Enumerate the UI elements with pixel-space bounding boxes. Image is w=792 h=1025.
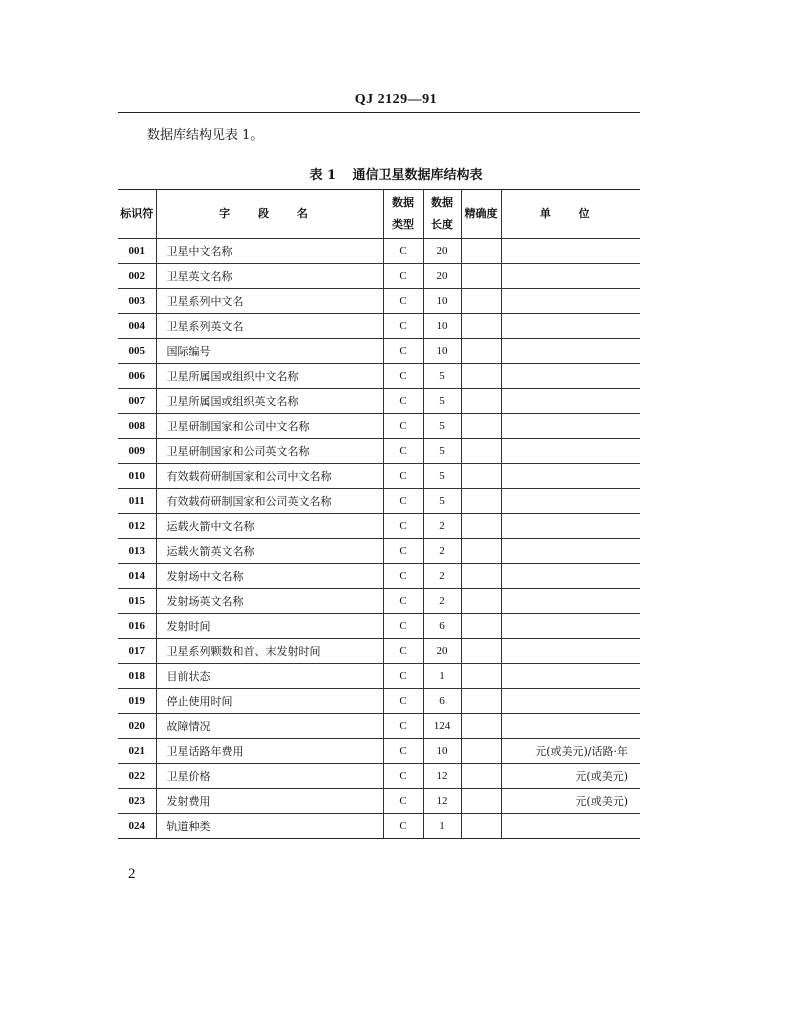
cell-data-type: C <box>383 764 423 789</box>
header-unit <box>501 190 640 239</box>
cell-unit <box>501 364 640 389</box>
cell-precision <box>461 689 501 714</box>
cell-data-type: C <box>383 439 423 464</box>
cell-data-type: C <box>383 364 423 389</box>
table-row <box>118 514 640 539</box>
table-title: 通信卫星数据库结构表 <box>352 168 483 183</box>
cell-id: 024 <box>118 814 156 839</box>
table-row <box>118 364 640 389</box>
cell-field-name: 运载火箭中文名称 <box>156 514 383 539</box>
cell-unit <box>501 264 640 289</box>
cell-data-length: 5 <box>423 414 461 439</box>
cell-field-name: 卫星系列中文名 <box>156 289 383 314</box>
cell-data-length: 6 <box>423 614 461 639</box>
cell-id: 017 <box>118 639 156 664</box>
cell-data-type: C <box>383 789 423 814</box>
table-row <box>118 689 640 714</box>
cell-precision <box>461 314 501 339</box>
cell-id: 011 <box>118 489 156 514</box>
cell-data-length: 5 <box>423 489 461 514</box>
table-body <box>118 239 640 839</box>
table-row <box>118 814 640 839</box>
cell-id: 007 <box>118 389 156 414</box>
cell-data-type: C <box>383 264 423 289</box>
cell-unit <box>501 564 640 589</box>
satellite-db-structure-table <box>118 189 640 839</box>
cell-unit <box>501 514 640 539</box>
cell-field-name: 发射场中文名称 <box>156 564 383 589</box>
cell-id: 002 <box>118 264 156 289</box>
header-data-length-line2: 长度 <box>431 218 453 231</box>
cell-precision <box>461 539 501 564</box>
cell-data-type: C <box>383 464 423 489</box>
cell-field-name: 有效载荷研制国家和公司英文名称 <box>156 489 383 514</box>
header-data-type <box>383 190 423 239</box>
cell-field-name: 有效载荷研制国家和公司中文名称 <box>156 464 383 489</box>
cell-field-name: 发射场英文名称 <box>156 589 383 614</box>
cell-unit <box>501 639 640 664</box>
cell-data-length: 20 <box>423 239 461 264</box>
cell-data-length: 12 <box>423 764 461 789</box>
intro-paragraph: 数据库结构见表 1。 <box>147 128 264 143</box>
cell-data-type: C <box>383 614 423 639</box>
header-field-name-text: 字 段 名 <box>219 207 320 220</box>
cell-id: 021 <box>118 739 156 764</box>
cell-field-name: 卫星所属国或组织中文名称 <box>156 364 383 389</box>
cell-unit <box>501 489 640 514</box>
cell-precision <box>461 364 501 389</box>
cell-precision <box>461 739 501 764</box>
cell-id: 012 <box>118 514 156 539</box>
cell-precision <box>461 389 501 414</box>
standard-code-header: QJ 2129—91 <box>354 92 438 107</box>
cell-field-name: 卫星所属国或组织英文名称 <box>156 389 383 414</box>
cell-data-length: 5 <box>423 364 461 389</box>
cell-unit <box>501 389 640 414</box>
table-row <box>118 539 640 564</box>
header-data-length-line1: 数据 <box>431 196 453 209</box>
header-id: 标识符 <box>118 190 156 239</box>
cell-field-name: 卫星系列颗数和首、末发射时间 <box>156 639 383 664</box>
cell-field-name: 卫星话路年费用 <box>156 739 383 764</box>
table-row <box>118 664 640 689</box>
table-row <box>118 439 640 464</box>
cell-data-type: C <box>383 414 423 439</box>
table-header-row <box>118 190 640 239</box>
cell-data-type: C <box>383 239 423 264</box>
cell-field-name: 卫星研制国家和公司英文名称 <box>156 439 383 464</box>
cell-unit <box>501 239 640 264</box>
cell-data-length: 2 <box>423 564 461 589</box>
table-row <box>118 464 640 489</box>
cell-precision <box>461 439 501 464</box>
cell-data-length: 20 <box>423 264 461 289</box>
cell-data-type: C <box>383 314 423 339</box>
cell-precision <box>461 339 501 364</box>
cell-field-name: 发射费用 <box>156 789 383 814</box>
cell-data-length: 10 <box>423 339 461 364</box>
cell-data-length: 6 <box>423 689 461 714</box>
cell-unit <box>501 314 640 339</box>
cell-id: 019 <box>118 689 156 714</box>
cell-unit <box>501 289 640 314</box>
cell-unit <box>501 439 640 464</box>
cell-precision <box>461 764 501 789</box>
cell-data-type: C <box>383 739 423 764</box>
cell-precision <box>461 664 501 689</box>
cell-precision <box>461 514 501 539</box>
cell-id: 009 <box>118 439 156 464</box>
cell-id: 016 <box>118 614 156 639</box>
cell-data-type: C <box>383 389 423 414</box>
cell-data-length: 2 <box>423 514 461 539</box>
cell-data-length: 12 <box>423 789 461 814</box>
cell-data-type: C <box>383 814 423 839</box>
cell-field-name: 轨道种类 <box>156 814 383 839</box>
cell-id: 022 <box>118 764 156 789</box>
cell-id: 015 <box>118 589 156 614</box>
cell-precision <box>461 414 501 439</box>
cell-unit: 元(或美元) <box>501 764 640 789</box>
cell-precision <box>461 489 501 514</box>
table-caption <box>0 164 792 183</box>
cell-unit <box>501 664 640 689</box>
cell-unit <box>501 714 640 739</box>
table-row <box>118 339 640 364</box>
cell-data-type: C <box>383 489 423 514</box>
cell-id: 008 <box>118 414 156 439</box>
table-row <box>118 714 640 739</box>
cell-data-type: C <box>383 539 423 564</box>
table-row <box>118 289 640 314</box>
cell-field-name: 卫星系列英文名 <box>156 314 383 339</box>
cell-data-type: C <box>383 714 423 739</box>
cell-data-type: C <box>383 289 423 314</box>
page-number: 2 <box>128 866 136 882</box>
table-row <box>118 264 640 289</box>
cell-field-name: 故障情况 <box>156 714 383 739</box>
cell-unit <box>501 339 640 364</box>
table-row <box>118 414 640 439</box>
cell-field-name: 卫星价格 <box>156 764 383 789</box>
cell-id: 023 <box>118 789 156 814</box>
header-data-type-line2: 类型 <box>392 218 414 231</box>
table-row <box>118 789 640 814</box>
cell-precision <box>461 589 501 614</box>
cell-id: 006 <box>118 364 156 389</box>
table-row <box>118 389 640 414</box>
table-row <box>118 639 640 664</box>
cell-id: 014 <box>118 564 156 589</box>
table-row <box>118 489 640 514</box>
cell-id: 003 <box>118 289 156 314</box>
cell-id: 018 <box>118 664 156 689</box>
header-data-type-line1: 数据 <box>392 196 414 209</box>
cell-unit: 元(或美元)/话路·年 <box>501 739 640 764</box>
cell-data-type: C <box>383 689 423 714</box>
cell-id: 001 <box>118 239 156 264</box>
table-row <box>118 589 640 614</box>
cell-data-length: 5 <box>423 464 461 489</box>
header-rule <box>118 112 640 113</box>
cell-unit <box>501 689 640 714</box>
cell-data-length: 1 <box>423 664 461 689</box>
table-row <box>118 314 640 339</box>
cell-precision <box>461 239 501 264</box>
cell-unit <box>501 614 640 639</box>
cell-id: 004 <box>118 314 156 339</box>
cell-data-type: C <box>383 639 423 664</box>
header-data-length <box>423 190 461 239</box>
cell-precision <box>461 464 501 489</box>
cell-unit: 元(或美元) <box>501 789 640 814</box>
cell-unit <box>501 814 640 839</box>
cell-field-name: 发射时间 <box>156 614 383 639</box>
cell-data-length: 2 <box>423 539 461 564</box>
cell-id: 010 <box>118 464 156 489</box>
cell-data-length: 20 <box>423 639 461 664</box>
header-unit-text: 单 位 <box>539 207 602 220</box>
cell-field-name: 目前状态 <box>156 664 383 689</box>
cell-data-length: 10 <box>423 289 461 314</box>
cell-precision <box>461 714 501 739</box>
cell-precision <box>461 814 501 839</box>
header-precision: 精确度 <box>461 190 501 239</box>
cell-id: 020 <box>118 714 156 739</box>
table-row <box>118 739 640 764</box>
cell-precision <box>461 564 501 589</box>
cell-precision <box>461 789 501 814</box>
cell-unit <box>501 589 640 614</box>
table-row <box>118 764 640 789</box>
cell-field-name: 国际编号 <box>156 339 383 364</box>
cell-field-name: 运载火箭英文名称 <box>156 539 383 564</box>
cell-data-type: C <box>383 514 423 539</box>
cell-data-type: C <box>383 564 423 589</box>
cell-data-length: 1 <box>423 814 461 839</box>
cell-id: 005 <box>118 339 156 364</box>
cell-data-length: 10 <box>423 314 461 339</box>
table-number: 表 1 <box>309 168 337 183</box>
cell-data-type: C <box>383 339 423 364</box>
cell-data-type: C <box>383 589 423 614</box>
cell-data-length: 5 <box>423 389 461 414</box>
cell-precision <box>461 614 501 639</box>
table-row <box>118 614 640 639</box>
cell-data-length: 10 <box>423 739 461 764</box>
cell-data-length: 5 <box>423 439 461 464</box>
table-row <box>118 564 640 589</box>
cell-field-name: 卫星中文名称 <box>156 239 383 264</box>
cell-field-name: 卫星英文名称 <box>156 264 383 289</box>
cell-data-length: 124 <box>423 714 461 739</box>
cell-precision <box>461 289 501 314</box>
cell-data-type: C <box>383 664 423 689</box>
cell-precision <box>461 264 501 289</box>
header-field-name <box>156 190 383 239</box>
table-row <box>118 239 640 264</box>
cell-unit <box>501 464 640 489</box>
cell-unit <box>501 414 640 439</box>
cell-data-length: 2 <box>423 589 461 614</box>
cell-id: 013 <box>118 539 156 564</box>
cell-precision <box>461 639 501 664</box>
cell-field-name: 停止使用时间 <box>156 689 383 714</box>
cell-unit <box>501 539 640 564</box>
cell-field-name: 卫星研制国家和公司中文名称 <box>156 414 383 439</box>
